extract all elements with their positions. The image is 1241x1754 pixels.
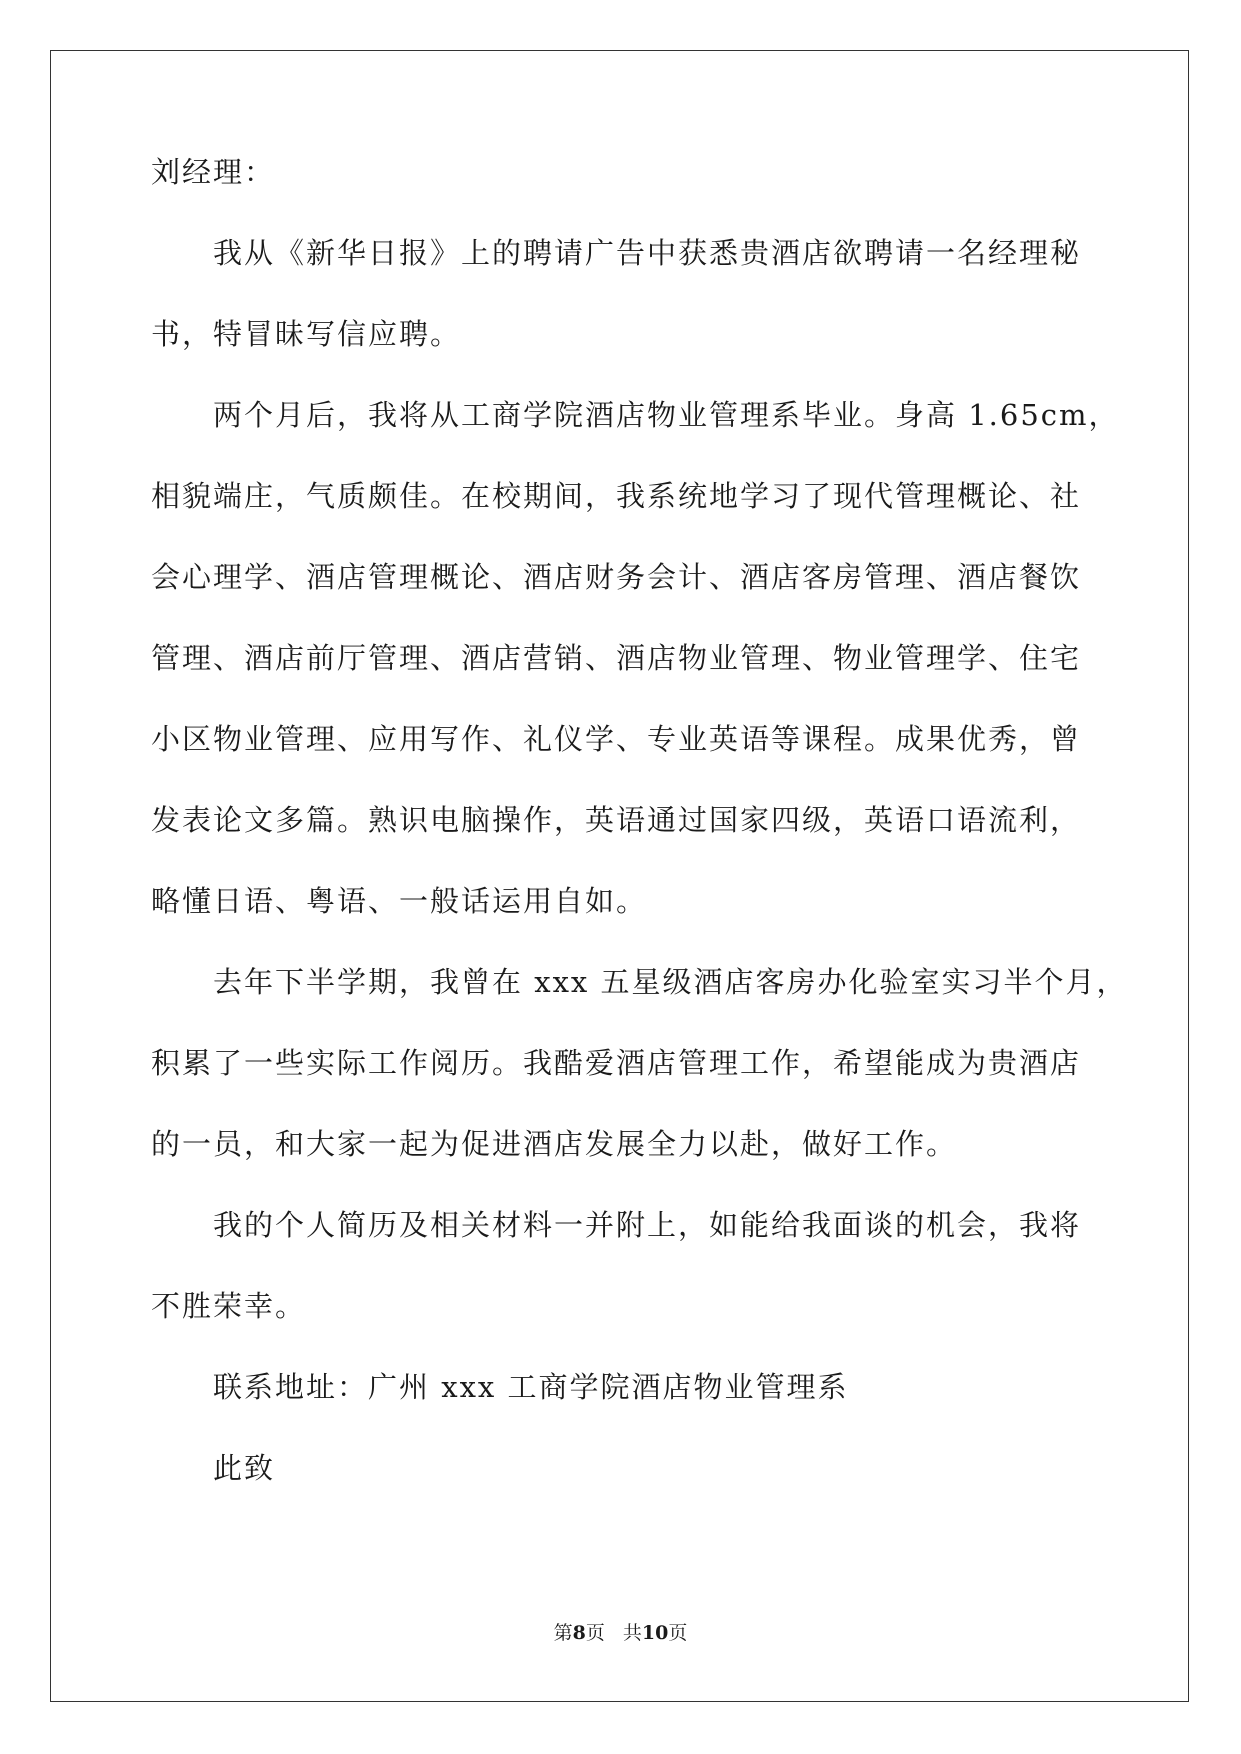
page-footer (0, 1618, 1241, 1645)
body-line: 不胜荣幸。 (151, 1289, 307, 1323)
page-prefix: 第 (553, 1622, 573, 1644)
page-number: 8 (572, 1622, 586, 1644)
total-prefix: 共 (622, 1622, 642, 1644)
body-line: 会心理学、酒店管理概论、酒店财务会计、酒店客房管理、酒店餐饮 (151, 560, 1082, 594)
body-line: 略懂日语、粤语、一般话运用自如。 (151, 884, 648, 918)
body-line: 发表论文多篇。熟识电脑操作，英语通过国家四级，英语口语流利， (151, 803, 1082, 837)
body-line: 小区物业管理、应用写作、礼仪学、专业英语等课程。成果优秀，曾 (151, 722, 1082, 756)
contact-address: 联系地址：广州 xxx 工商学院酒店物业管理系 (213, 1370, 849, 1404)
total-pages: 10 (641, 1622, 669, 1644)
body-line: 我从《新华日报》上的聘请广告中获悉贵酒店欲聘请一名经理秘 (213, 236, 1082, 270)
body-line: 管理、酒店前厅管理、酒店营销、酒店物业管理、物业管理学、住宅 (151, 641, 1082, 675)
salutation: 刘经理： (151, 155, 276, 189)
body-line: 两个月后，我将从工商学院酒店物业管理系毕业。身高 1.65cm， (213, 398, 1120, 432)
total-suffix: 页 (668, 1622, 688, 1644)
page-suffix: 页 (585, 1622, 605, 1644)
body-line: 相貌端庄，气质颇佳。在校期间，我系统地学习了现代管理概论、社 (151, 479, 1082, 513)
body-line: 积累了一些实际工作阅历。我酷爱酒店管理工作，希望能成为贵酒店 (151, 1046, 1082, 1080)
body-line: 书，特冒昧写信应聘。 (151, 317, 462, 351)
closing: 此致 (213, 1451, 276, 1485)
body-line: 去年下半学期，我曾在 xxx 五星级酒店客房办化验室实习半个月， (213, 965, 1128, 999)
body-line: 我的个人简历及相关材料一并附上，如能给我面谈的机会，我将 (213, 1208, 1082, 1242)
body-line: 的一员，和大家一起为促进酒店发展全力以赴，做好工作。 (151, 1127, 958, 1161)
letter-body (151, 132, 1128, 1509)
